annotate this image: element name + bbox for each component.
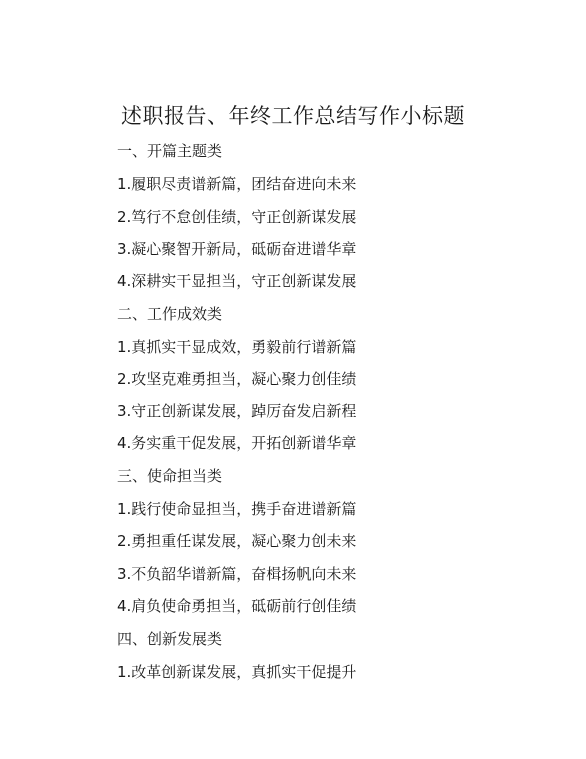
list-item: 3.守正创新谋发展，踔厉奋发启新程 [117,402,357,420]
list-item: 4.肩负使命勇担当，砥砺前行创佳绩 [117,597,357,615]
list-item: 1.真抓实干显成效，勇毅前行谱新篇 [117,338,357,356]
list-item: 1.改革创新谋发展，真抓实干促提升 [117,663,357,681]
list-item: 4.深耕实干显担当，守正创新谋发展 [117,272,357,290]
list-item: 4.务实重干促发展，开拓创新谱华章 [117,434,357,452]
list-item: 1.践行使命显担当，携手奋进谱新篇 [117,500,357,518]
section-heading-2: 二、工作成效类 [117,305,223,323]
list-item: 2.攻坚克难勇担当，凝心聚力创佳绩 [117,370,357,388]
list-item: 2.勇担重任谋发展，凝心聚力创未来 [117,532,357,550]
list-item: 1.履职尽责谱新篇，团结奋进向未来 [117,175,357,193]
list-item: 3.不负韶华谱新篇，奋楫扬帆向未来 [117,565,357,583]
list-item: 3.凝心聚智开新局，砥砺奋进谱华章 [117,240,357,258]
list-item: 2.笃行不怠创佳绩，守正创新谋发展 [117,208,357,226]
document-title: 述职报告、年终工作总结写作小标题 [121,104,465,128]
section-heading-3: 三、使命担当类 [117,467,223,485]
section-heading-4: 四、创新发展类 [117,630,223,648]
section-heading-1: 一、开篇主题类 [117,142,223,160]
